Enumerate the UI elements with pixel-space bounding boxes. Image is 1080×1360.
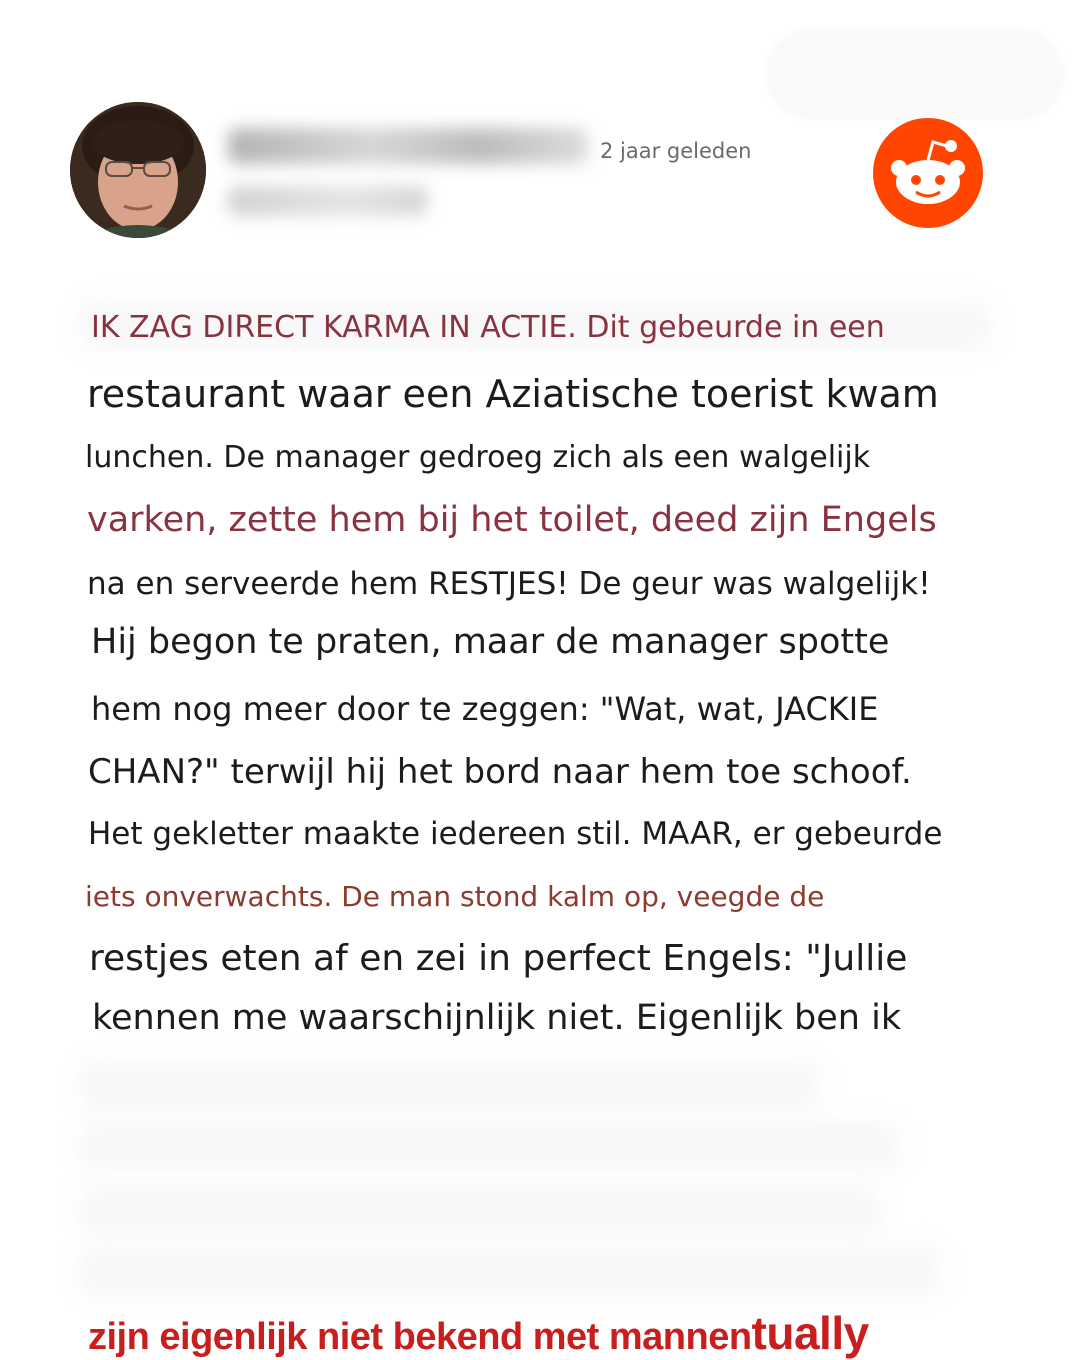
faded-text-line	[80, 1060, 820, 1110]
reddit-icon[interactable]	[873, 118, 983, 228]
caption-text: zijn eigenlijk niet bekend met mannen	[88, 1316, 752, 1358]
post-line-4: varken, zette hem bij het toilet, deed zijn Engels	[87, 500, 937, 540]
post-line-9: Het gekletter maakte iedereen stil. MAAR, er gebeurde	[88, 816, 943, 852]
faded-text-line	[80, 1246, 940, 1296]
post-line-10: iets onverwachts. De man stond kalm op, veegde de	[85, 880, 825, 913]
blurred-header-pill	[765, 28, 1065, 120]
post-line-1: IK ZAG DIRECT KARMA IN ACTIE. Dit gebeurde in een	[91, 310, 885, 345]
faded-text-line	[80, 1186, 880, 1236]
post-line-5: na en serveerde hem RESTJES! De geur was walgelijk!	[87, 566, 931, 602]
caption-tail: tually	[751, 1307, 869, 1359]
post-line-8: CHAN?" terwijl hij het bord naar hem toe schoof.	[88, 752, 912, 792]
post-timestamp: 2 jaar geleden	[600, 139, 752, 163]
faded-text-line	[80, 1122, 900, 1172]
post-line-12: kennen me waarschijnlijk niet. Eigenlijk ben ik	[92, 998, 902, 1038]
username-blurred[interactable]	[228, 128, 588, 164]
post-line-2: restaurant waar een Aziatische toerist kwam	[87, 372, 939, 416]
post-line-6: Hij begon te praten, maar de manager spotte	[91, 622, 890, 662]
video-caption	[88, 1306, 869, 1360]
post-line-11: restjes eten af en zei in perfect Engels: "Jullie	[89, 938, 908, 979]
user-avatar[interactable]	[70, 102, 206, 238]
post-line-7: hem nog meer door te zeggen: "Wat, wat, JACKIE	[91, 690, 879, 728]
byline-blurred	[228, 186, 428, 216]
post-line-3: lunchen. De manager gedroeg zich als een walgelijk	[85, 440, 871, 475]
